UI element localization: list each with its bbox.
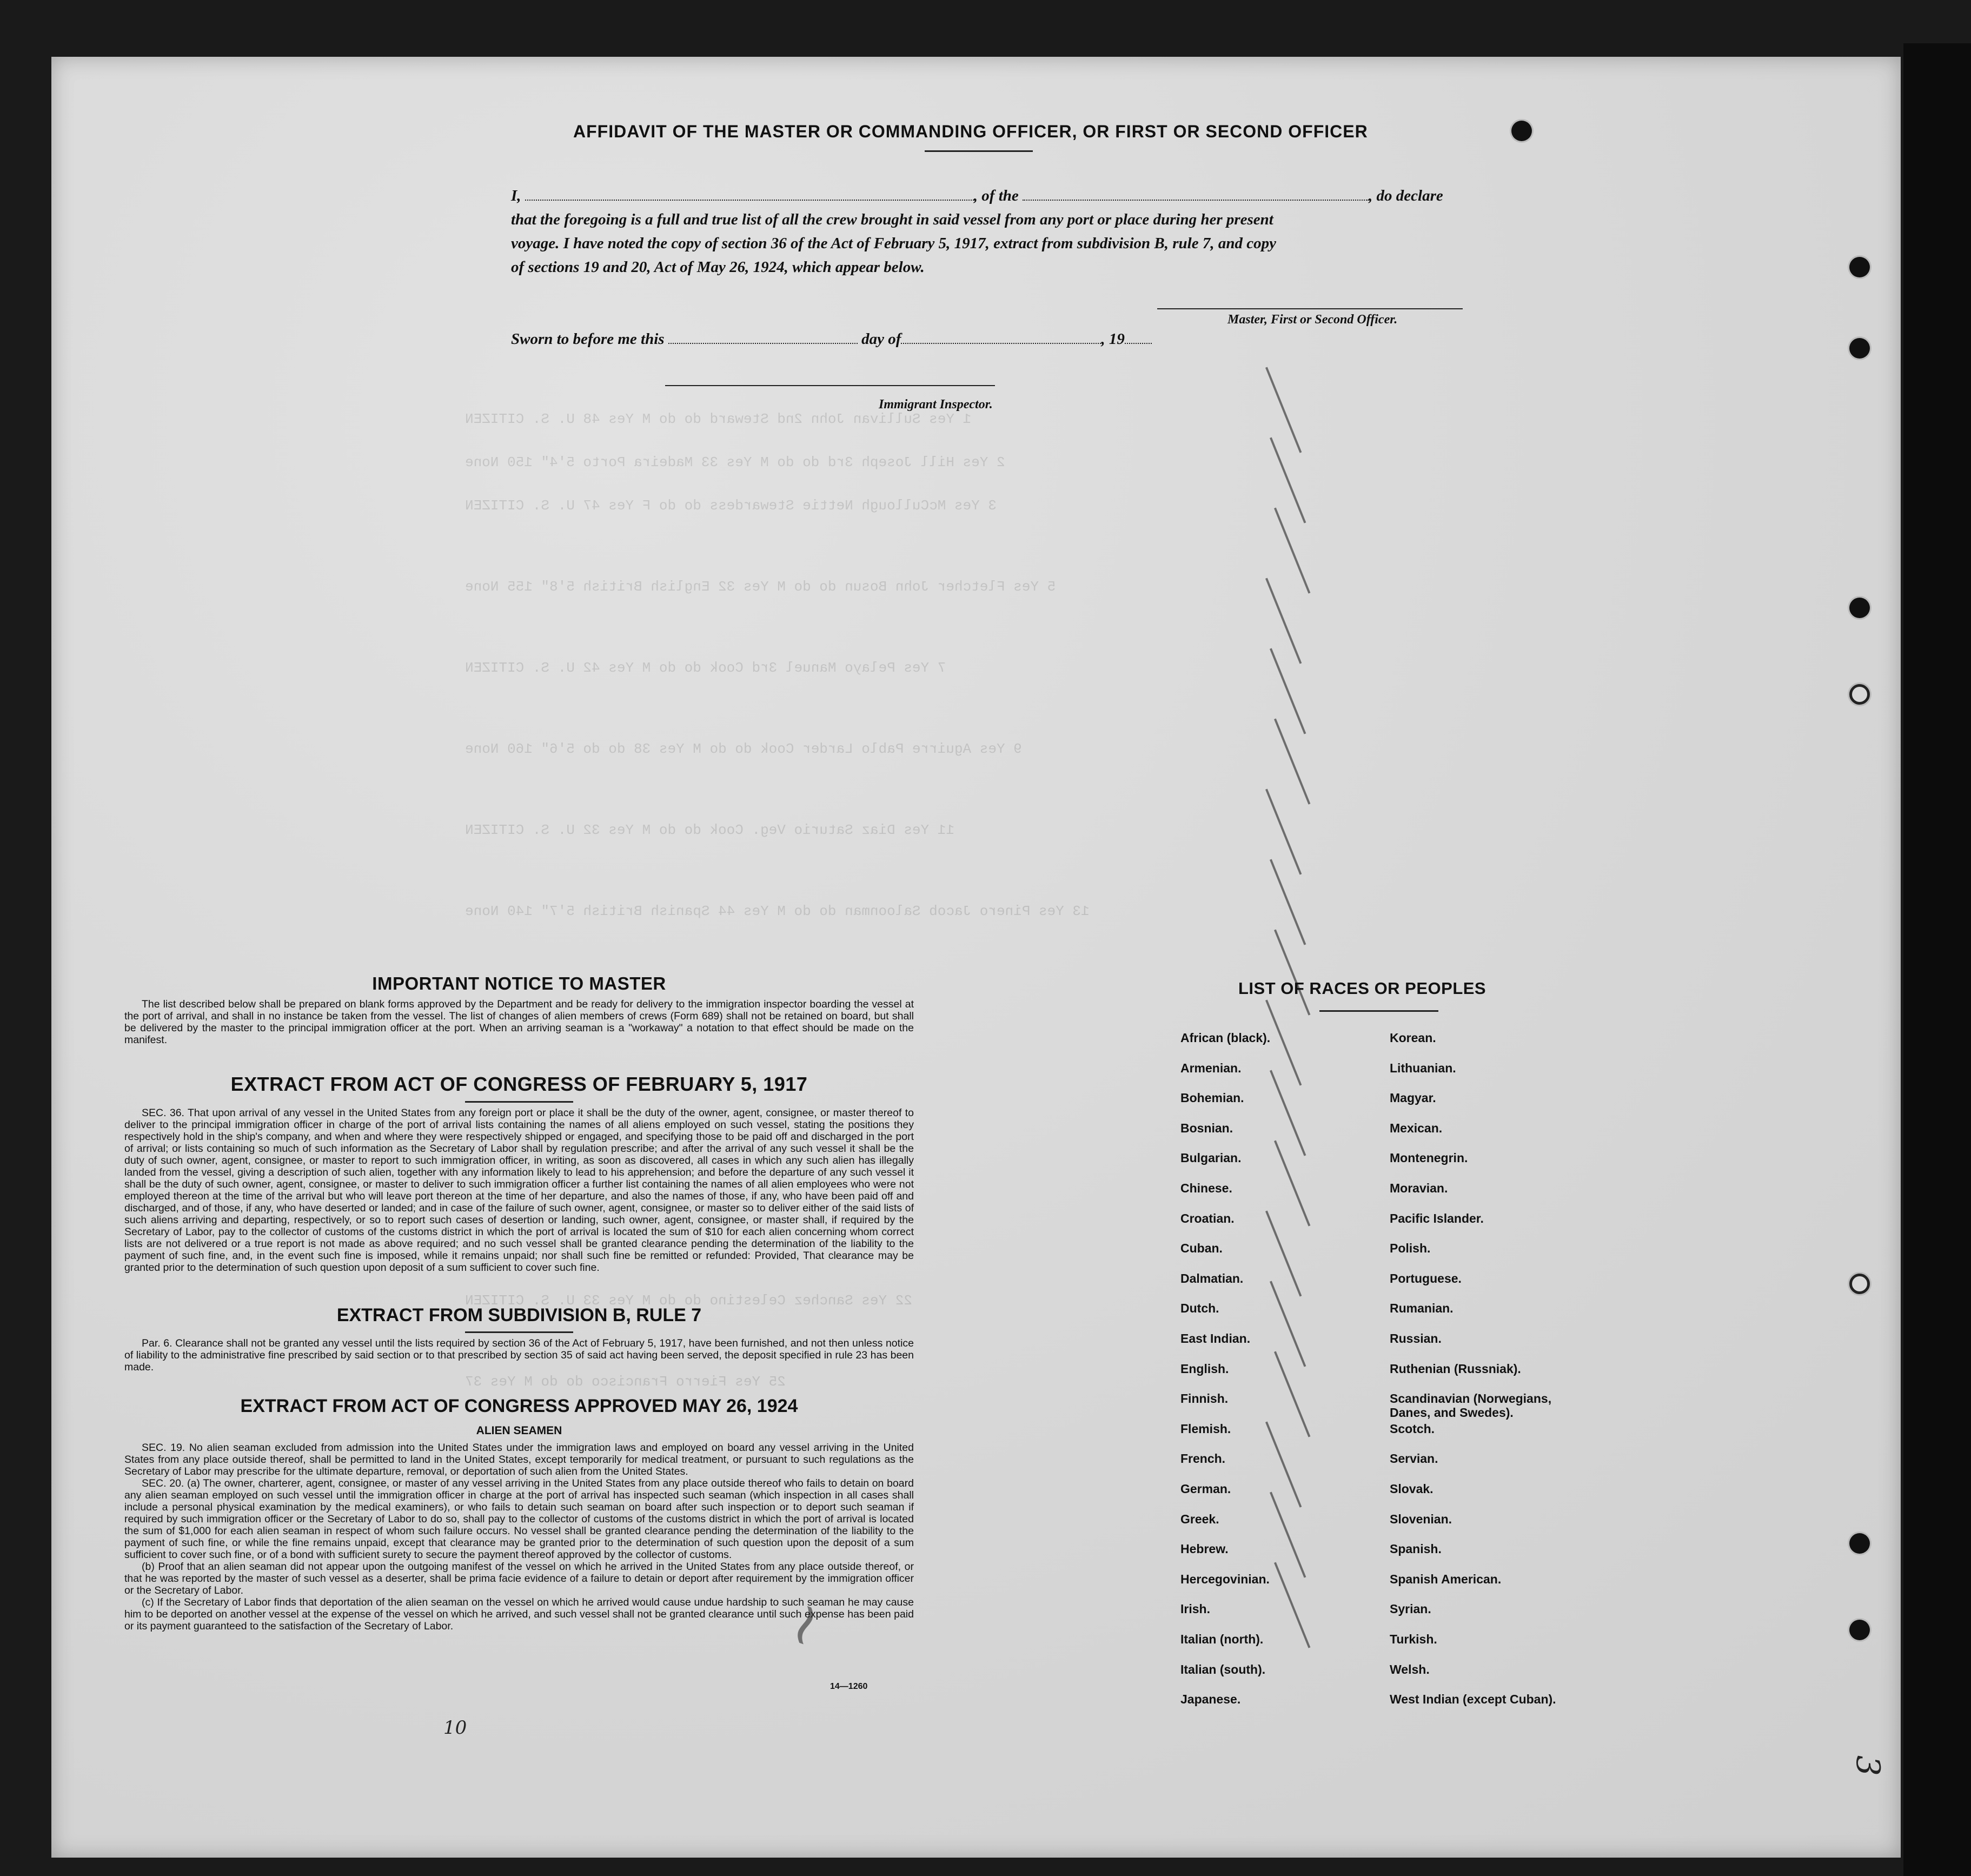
race-item: Italian (south). (1180, 1662, 1266, 1676)
race-item: Cuban. (1180, 1241, 1223, 1256)
race-item: Portuguese. (1390, 1271, 1462, 1285)
race-item: West Indian (except Cuban). (1390, 1692, 1556, 1707)
race-item: East Indian. (1180, 1331, 1251, 1345)
binding-hole (1849, 598, 1870, 618)
race-item: Chinese. (1180, 1181, 1232, 1195)
race-item: Bosnian. (1180, 1121, 1233, 1135)
handwritten-corner-number: 3 (1849, 1755, 1887, 1776)
sworn-day-blank[interactable] (668, 330, 858, 344)
legal-notices (124, 973, 914, 1632)
sec20b-text: (b) Proof that an alien seaman did not appear upon the outgoing manifest of the vessel on which he arrived in the United States from any place outside thereof, or that he was reported by the master of such vessel as a deserter, shall be prima facie evidence of a failure to detain or deport after requirement by the immigration officer or the Secretary of Labor. (124, 1561, 914, 1596)
races-underline (1319, 1010, 1438, 1012)
race-item: Scandinavian (Norwegians, Danes, and Swedes). (1390, 1391, 1552, 1420)
affidavit-i-label: I, (511, 187, 521, 204)
master-signature-line[interactable] (1157, 308, 1463, 309)
binding-hole (1849, 684, 1870, 705)
race-item: Polish. (1390, 1241, 1431, 1256)
race-item: Servian. (1390, 1451, 1438, 1466)
race-item: Finnish. (1180, 1391, 1229, 1406)
race-item: Irish. (1180, 1602, 1210, 1616)
race-item: Montenegrin. (1390, 1151, 1468, 1165)
races-title: LIST OF RACES OR PEOPLES (1238, 979, 1486, 998)
handwritten-page-number: 10 (443, 1717, 467, 1739)
race-item: Slovak. (1390, 1482, 1434, 1496)
race-item: Scotch. (1390, 1421, 1435, 1436)
affidavit-statement (511, 184, 1501, 279)
affidavit-line-3: voyage. I have noted the copy of section 36 of the Act of February 5, 1917, extract from subdivision B, rule 7, and copy (511, 235, 1276, 252)
binding-hole (1849, 338, 1870, 359)
year-blank[interactable] (1125, 330, 1152, 344)
handwritten-annotation: ~ (762, 1589, 845, 1660)
affidavit-do-declare: , do declare (1369, 187, 1443, 204)
affidavit-line-4: of sections 19 and 20, Act of May 26, 1924, which appear below. (511, 258, 925, 276)
master-caption: Master, First or Second Officer. (1227, 313, 1398, 327)
binding-hole (1849, 1533, 1870, 1554)
divider (465, 1331, 573, 1333)
race-item: French. (1180, 1451, 1226, 1466)
race-item: Pacific Islander. (1390, 1211, 1484, 1225)
notice-title: IMPORTANT NOTICE TO MASTER (372, 973, 666, 993)
rule7-text: Par. 6. Clearance shall not be granted any vessel until the lists required by section 36 of the Act of February 5, 1917, have been furnished, and not then unless notice of liability to the administrative fine prescribed by said section or to that prescribed by section 35 of said act having been served, the deposit specified in rule 23 has been made. (124, 1337, 914, 1373)
race-item: Magyar. (1390, 1091, 1436, 1105)
title-underline (925, 150, 1033, 152)
race-item: English. (1180, 1361, 1229, 1376)
race-item: Russian. (1390, 1331, 1442, 1345)
sec20a-text: SEC. 20. (a) The owner, charterer, agent, consignee, or master of any vessel arriving in the United States from any place outside thereof who fails to detain on board any alien seaman employed on such vessel until the immigration officer in charge at the port of arrival has inspected such seaman (which inspection in all cases shall include a personal physical examination by the medical examiners), or who fails to detain such seaman on board after such inspection or to deport such seaman if required by such immigration officer or the Secretary of Labor to do so, shall pay to the collector of customs of the customs district in which the port of arrival is located the sum of $1,000 for each alien seaman in respect of whom such failure occurs. No vessel shall be granted clearance pending the determination of the liability to the payment of such fine, or while the fine remains unpaid, except that clearance may be granted prior to the determination of such question upon the deposit of a sum sufficient to cover such fine, or of a bond with sufficient surety to secure the payment thereof approved by the collector of customs. (124, 1477, 914, 1561)
race-item: Lithuanian. (1390, 1060, 1456, 1075)
sworn-label: Sworn to before me this (511, 330, 665, 348)
name-blank[interactable] (525, 187, 974, 201)
binding-hole (1511, 121, 1532, 141)
binding-hole (1849, 1620, 1870, 1640)
race-item: Japanese. (1180, 1692, 1241, 1707)
inspector-signature-line[interactable] (665, 385, 995, 386)
race-item: Croatian. (1180, 1211, 1235, 1225)
month-blank[interactable] (901, 330, 1101, 344)
race-item: Hercegovinian. (1180, 1572, 1270, 1586)
inspector-caption: Immigrant Inspector. (879, 397, 993, 412)
race-item: Bulgarian. (1180, 1151, 1242, 1165)
race-item: Slovenian. (1390, 1512, 1452, 1526)
race-item: Ruthenian (Russniak). (1390, 1361, 1521, 1376)
divider (465, 1101, 573, 1103)
day-of-label: day of (861, 330, 901, 348)
race-item: Dutch. (1180, 1301, 1219, 1316)
binding-hole (1849, 257, 1870, 277)
sworn-line (511, 330, 1152, 348)
race-item: Armenian. (1180, 1060, 1242, 1075)
race-item: Spanish. (1390, 1542, 1442, 1556)
race-item: Hebrew. (1180, 1542, 1229, 1556)
race-item: Moravian. (1390, 1181, 1448, 1195)
race-item: Italian (north). (1180, 1632, 1264, 1646)
race-item: Welsh. (1390, 1662, 1430, 1676)
race-item: Dalmatian. (1180, 1271, 1244, 1285)
sec19-text: SEC. 19. No alien seaman excluded from admission into the United States under the immigration laws and employed on board any vessel arriving in the United States from any place outside thereof, shall be permitted to land in the United States, except temporarily for medical treatment, or pursuant to such regulations as the Secretary of Labor may prescribe for the ultimate departure, removal, or deportation of such alien from the United States. (124, 1442, 914, 1477)
notice-text: The list described below shall be prepared on blank forms approved by the Department and be ready for delivery to the immigration inspector boarding the vessel at the port of arrival, and shall in no instance be taken from the vessel. The list of changes of alien members of crews (Form 689) shall not be retained on board, but shall be delivered by the master to the principal immigration officer at the port. When an arriving seaman is a "workaway" a notation to that effect should be made on the manifest. (124, 998, 914, 1046)
race-item: Bohemian. (1180, 1091, 1244, 1105)
race-item: Syrian. (1390, 1602, 1431, 1616)
race-item: Mexican. (1390, 1121, 1443, 1135)
race-item: Turkish. (1390, 1632, 1437, 1646)
rule7-title: EXTRACT FROM SUBDIVISION B, RULE 7 (336, 1305, 702, 1325)
race-item: African (black). (1180, 1031, 1271, 1045)
binding-hole (1849, 1274, 1870, 1294)
alien-seamen-subtitle: ALIEN SEAMEN (476, 1424, 562, 1437)
affidavit-line-2: that the foregoing is a full and true list of all the crew brought in said vessel from any port or place during her present (511, 211, 1273, 228)
sec20c-text: (c) If the Secretary of Labor finds that deportation of the alien seaman on the vessel on which he arrived would cause undue hardship to such seaman he may cause him to be deported on another vessel at the expense of the vessel on which he arrived, and such vessel shall not be granted clearance until such expense has been paid or its payment guaranteed to the satisfaction of the Secretary of Labor. (124, 1596, 914, 1632)
race-item: Rumanian. (1390, 1301, 1454, 1316)
extract-1917-text: SEC. 36. That upon arrival of any vessel in the United States from any foreign port or place it shall be the duty of the owner, agent, consignee, or master thereof to deliver to the principal immigration officer in charge of the port of arrival lists containing the names of all aliens employed on such vessel, stating the positions they respectively hold in the ship's company, and when and where they were respectively shipped or engaged, and specifying those to be paid off and discharged in the port of arrival; or lists containing so much of such information as the Secretary of Labor shall by regulation prescribe; and after the arrival of any such vessel it shall be the duty of such owner, agent, consignee, or master to report to such immigration officer, in writing, as soon as discovered, all cases in which any such alien has illegally landed from the vessel, giving a description of such alien, together with any information likely to lead to his apprehension; and before the departure of any such vessel it shall be the duty of such owner, agent, consignee, or master to deliver to such immigration officer a further list containing the names of all alien employees who were not employed thereon at the time of the arrival but who will leave port thereon at the time of her departure, and also the names of those, if any, who have been paid off and discharged, and of those, if any, who have deserted or landed; and in case of the failure of such owner, agent, consignee, or master so to deliver either of the said lists of such aliens arriving and departing, respectively, or so to report such cases of desertion or landing, such owner, agent, consignee, or master shall, if required by the Secretary of Labor, pay to the collector of customs of the customs district in which the port of arrival is located the sum of $10 for each alien concerning whom correct lists are not delivered or a true report is not made as above required; and no such vessel shall be granted clearance pending the determination of the liability to the payment of such fine, and, in the event such fine is imposed, while it remains unpaid; nor shall such fine be remitted or refunded: Provided, That clearance may be granted prior to the determination of such question upon deposit of a sum sufficient to cover such fine. (124, 1107, 914, 1274)
affidavit-of-the: , of the (973, 187, 1019, 204)
year-label: , 19 (1101, 330, 1125, 348)
affidavit-title: AFFIDAVIT OF THE MASTER OR COMMANDING OFFICER, OR FIRST OR SECOND OFFICER (573, 122, 1368, 141)
extract-1917-title: EXTRACT FROM ACT OF CONGRESS OF FEBRUARY 5, 1917 (230, 1073, 808, 1095)
scanner-edge (1903, 43, 1971, 1876)
vessel-blank[interactable] (1023, 187, 1369, 201)
race-item: Greek. (1180, 1512, 1219, 1526)
race-item: Flemish. (1180, 1421, 1231, 1436)
race-item: German. (1180, 1482, 1231, 1496)
race-item: Spanish American. (1390, 1572, 1502, 1586)
form-number: 14—1260 (830, 1682, 868, 1691)
extract-1924-title: EXTRACT FROM ACT OF CONGRESS APPROVED MAY 26, 1924 (240, 1396, 798, 1416)
race-item: Korean. (1390, 1031, 1436, 1045)
